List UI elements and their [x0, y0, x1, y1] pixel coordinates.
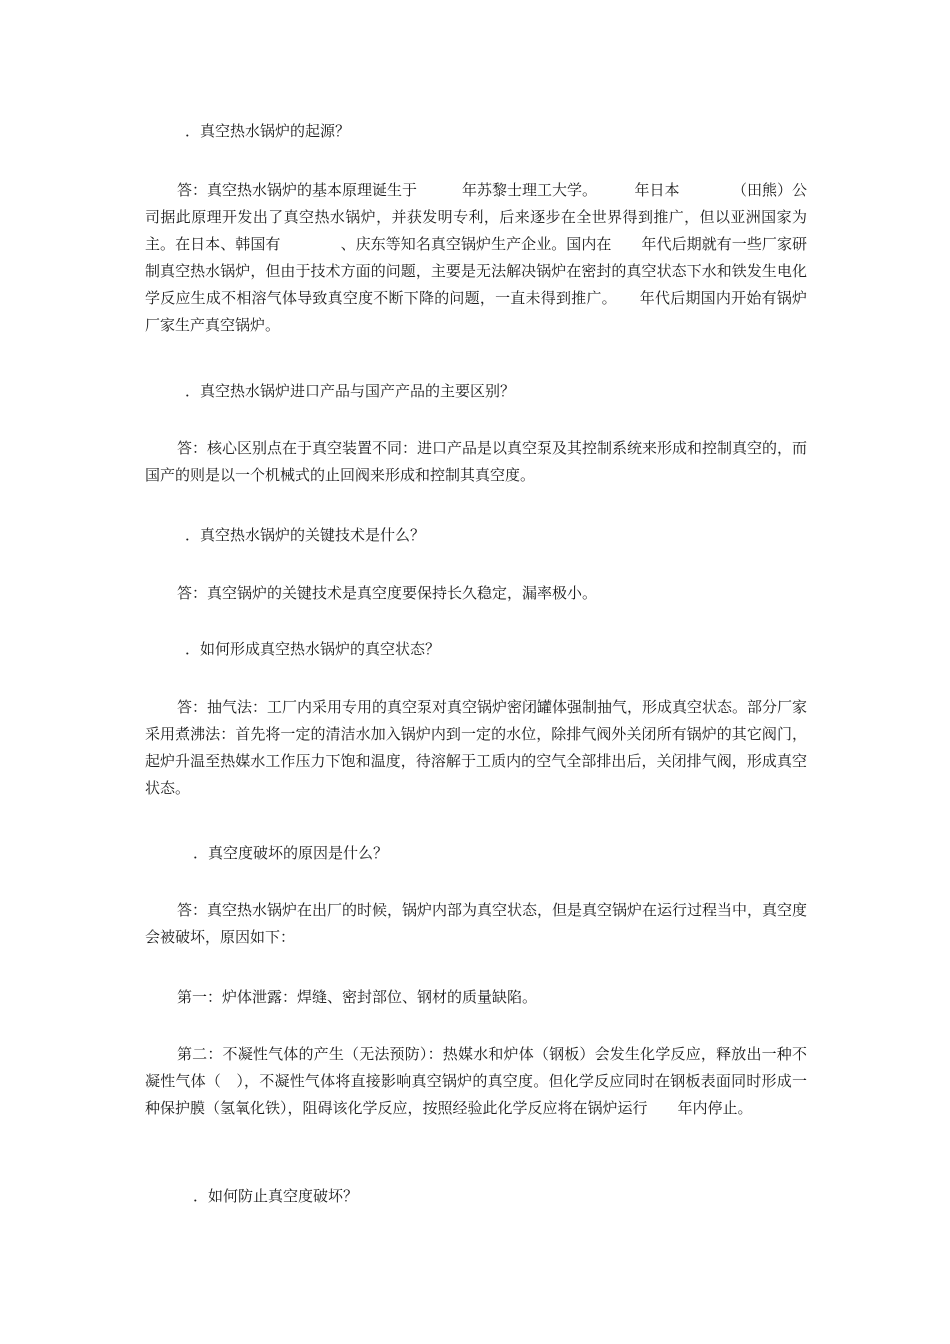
question-6: ．如何防止真空度破坏？	[193, 1187, 359, 1205]
answer-5-reason-1: 第一：炉体泄露：焊缝、密封部位、钢材的质量缺陷。	[177, 988, 538, 1006]
answer-4: 答：抽气法：工厂内采用专用的真空泵对真空锅炉密闭罐体强制抽气，形成真空状态。部分厂家采用煮沸法：首先将一定的清洁水加入锅炉内到一定的水位，除排气阀外关闭所有锅炉的其它阀门，起炉升温至热媒水工作压力下饱和温度，待溶解于工质内的空气全部排出后，关闭排气阀，形成真空状态。	[145, 698, 808, 797]
question-2: ．真空热水锅炉进口产品与国产产品的主要区别？	[185, 382, 516, 400]
question-3: ．真空热水锅炉的关键技术是什么？	[185, 526, 426, 544]
answer-5: 答：真空热水锅炉在出厂的时候，锅炉内部为真空状态，但是真空锅炉在运行过程当中，真空度会被破坏，原因如下：	[145, 901, 808, 946]
answer-3: 答：真空锅炉的关键技术是真空度要保持长久稳定，漏率极小。	[177, 584, 598, 602]
answer-2: 答：核心区别点在于真空装置不同：进口产品是以真空泵及其控制系统来形成和控制真空的，而国产的则是以一个机械式的止回阀来形成和控制其真空度。	[145, 439, 808, 484]
answer-5-reason-2: 第二：不凝性气体的产生（无法预防）：热媒水和炉体（钢板）会发生化学反应，释放出一种不凝性气体（ ），不凝性气体将直接影响真空锅炉的真空度。但化学反应同时在钢板表面同时形成一种保护膜（氢氧化铁），阻碍该化学反应，按照经验此化学反应将在锅炉运行 年内停止。	[145, 1045, 807, 1117]
question-1: ．真空热水锅炉的起源？	[185, 122, 351, 140]
answer-1: 答：真空热水锅炉的基本原理诞生于 年苏黎士理工大学。 年日本 （田熊）公司据此原理开发出了真空热水锅炉，并获发明专利，后来逐步在全世界得到推广，但以亚洲国家为主。在日本、韩国有 、庆东等知名真空锅炉生产企业。国内在 年代后期就有一些厂家研制真空热水锅炉，但由于技术方面的问题，主要是无法解决锅炉在密封的真空状态下水和铁发生电化学反应生成不相溶气体导致真空度不断下降的问题，一直未得到推广。 年代后期国内开始有锅炉厂家生产真空锅炉。	[145, 181, 808, 334]
question-4: ．如何形成真空热水锅炉的真空状态？	[185, 640, 441, 658]
question-5: ．真空度破坏的原因是什么？	[193, 844, 389, 862]
